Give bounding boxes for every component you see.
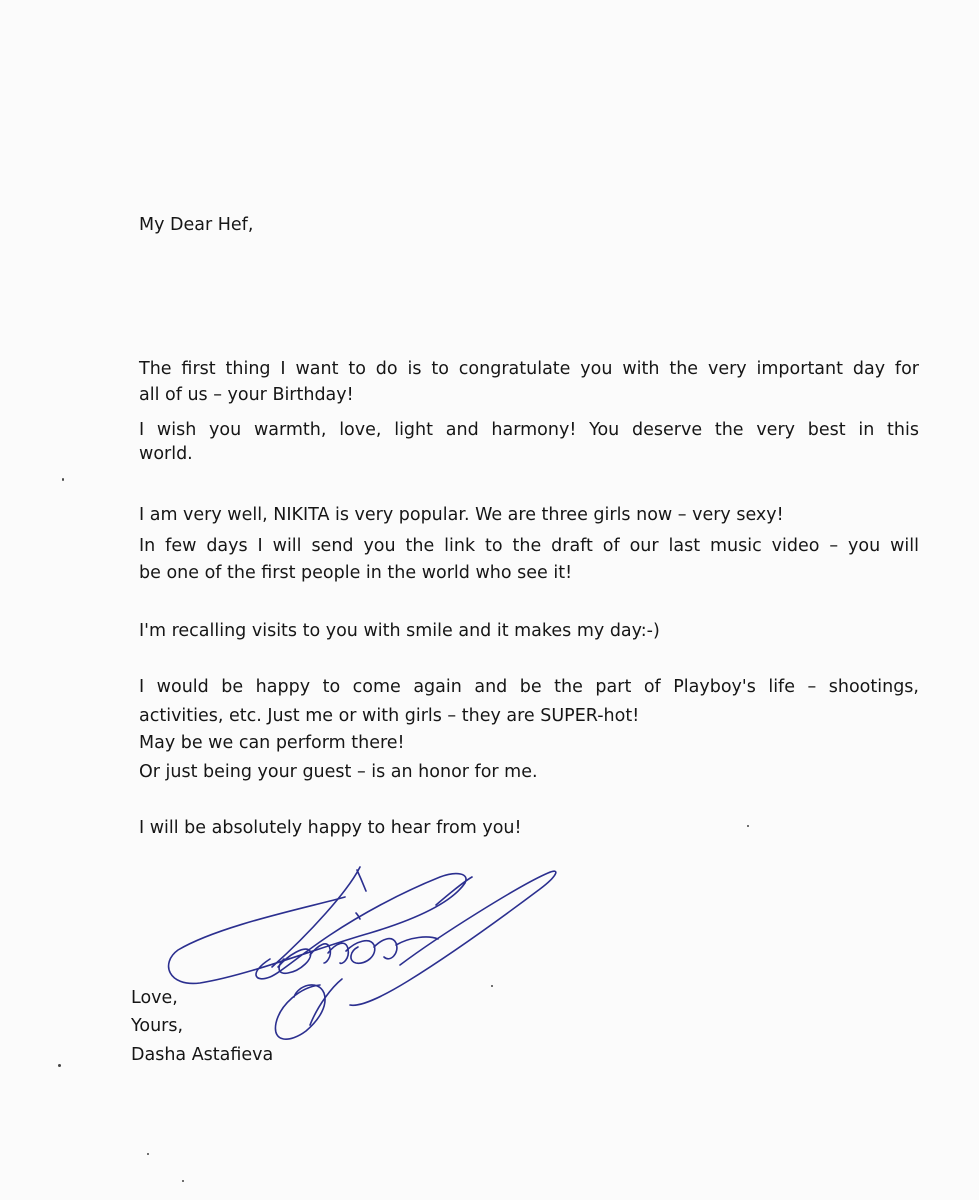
signer-name: Dasha Astafieva xyxy=(131,1045,274,1065)
scan-speck xyxy=(62,478,64,481)
paragraph-4-line-2: activities, etc. Just me or with girls – they are SUPER-hot! xyxy=(139,706,640,726)
paragraph-1-line-3: I wish you warmth, love, light and harmony! You deserve the very best in this xyxy=(139,420,919,440)
paragraph-2-line-2: In few days I will send you the link to the draft of our last music video – you will xyxy=(139,536,919,556)
paragraph-1-line-2: all of us – your Birthday! xyxy=(139,385,354,405)
paragraph-1-line-1: The first thing I want to do is to congratulate you with the very important day for xyxy=(139,359,919,379)
paragraph-2-line-3: be one of the first people in the world who see it! xyxy=(139,563,573,583)
scan-speck xyxy=(182,1180,184,1182)
paragraph-4-line-3: May be we can perform there! xyxy=(139,733,405,753)
scan-speck xyxy=(747,825,749,827)
paragraph-1-line-4: world. xyxy=(139,444,193,464)
closing-love: Love, xyxy=(131,988,178,1008)
paragraph-5-line-1: I will be absolutely happy to hear from you! xyxy=(139,818,522,838)
handwritten-signature xyxy=(160,855,570,1055)
closing-yours: Yours, xyxy=(131,1016,184,1036)
paragraph-2-line-1: I am very well, NIKITA is very popular. We are three girls now – very sexy! xyxy=(139,505,784,525)
scan-speck xyxy=(491,985,493,987)
scan-speck xyxy=(147,1153,149,1155)
paragraph-3-line-1: I'm recalling visits to you with smile and it makes my day:-) xyxy=(139,621,660,641)
scan-speck xyxy=(58,1064,61,1067)
salutation: My Dear Hef, xyxy=(139,215,254,235)
paragraph-4-line-1: I would be happy to come again and be the part of Playboy's life – shootings, xyxy=(139,677,919,697)
paragraph-4-line-4: Or just being your guest – is an honor for me. xyxy=(139,762,538,782)
